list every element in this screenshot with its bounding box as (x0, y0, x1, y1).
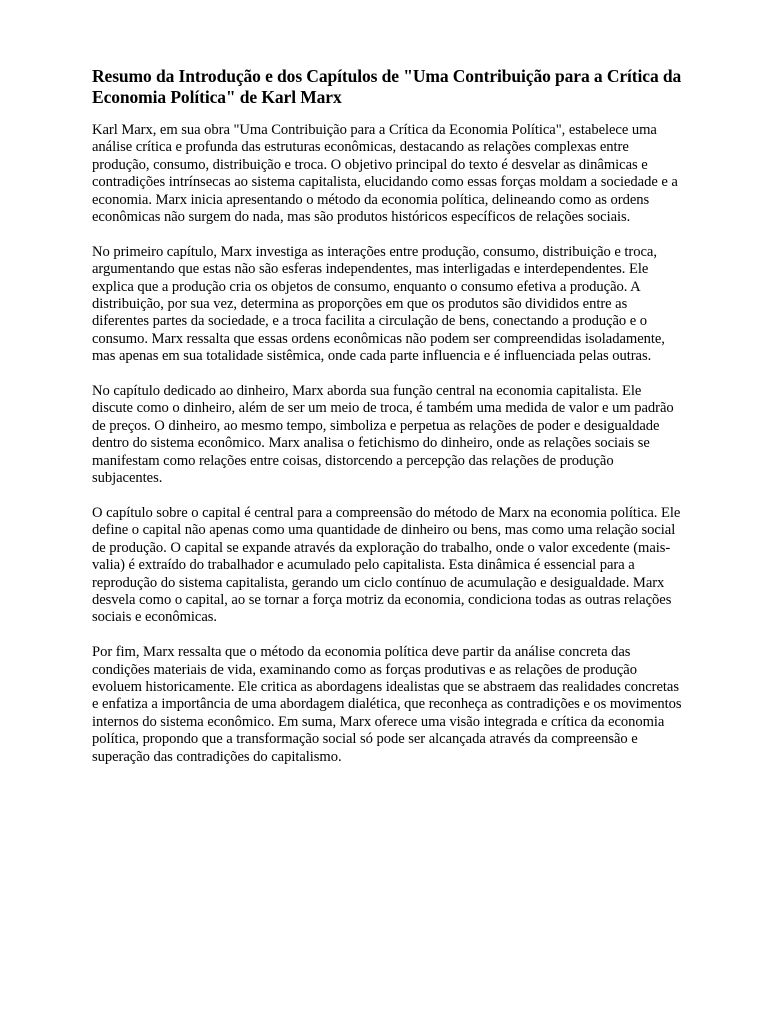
paragraph-capital-chapter: O capítulo sobre o capital é central para a compreensão do método de Marx na economia política. Ele define o capital não apenas como uma quantidade de dinheiro ou bens, mas como uma relação social de produção. O capital se expande através da exploração do trabalho, onde o valor excedente (mais-valia) é extraído do trabalhador e acumulado pelo capitalista. Esta dinâmica é essencial para a reprodução do sistema capitalista, gerando um ciclo contínuo de acumulação e desigualdade. Marx desvela como o capital, ao se tornar a força motriz da economia, condiciona todas as outras relações sociais e econômicas. (92, 504, 681, 626)
paragraph-first-chapter: No primeiro capítulo, Marx investiga as interações entre produção, consumo, distribuição e troca, argumentando que estas não são esferas independentes, mas interligadas e interdependentes. Ele explica que a produção cria os objetos de consumo, enquanto o consumo efetiva a produção. A distribuição, por sua vez, determina as proporções em que os produtos são divididos entre as diferentes partes da sociedade, e a troca facilita a circulação de bens, conectando a produção e o consumo. Marx ressalta que essas ordens econômicas não podem ser compreendidas isoladamente, mas apenas em sua totalidade sistêmica, onde cada parte influencia e é influenciada pelas outras. (92, 243, 665, 365)
paragraph-introduction: Karl Marx, em sua obra "Uma Contribuição para a Crítica da Economia Política", estabelece uma análise crítica e profunda das estruturas econômicas, destacando as relações complexas entre produção, consumo, distribuição e troca. O objetivo principal do texto é desvelar as dinâmicas e contradições intrínsecas ao sistema capitalista, elucidando como essas forças moldam a sociedade e a economia. Marx inicia apresentando o método da economia política, delineando como as ordens econômicas não surgem do nada, mas são produtos históricos específicos de relações sociais. (92, 122, 678, 226)
document-title: Resumo da Introdução e dos Capítulos de "Uma Contribuição para a Crítica da Economia Política" de Karl Marx (92, 66, 682, 107)
document-page (92, 66, 684, 783)
paragraph-money-chapter: No capítulo dedicado ao dinheiro, Marx aborda sua função central na economia capitalista. Ele discute como o dinheiro, além de ser um meio de troca, é também uma medida de valor e um padrão de preços. O dinheiro, ao mesmo tempo, simboliza e perpetua as relações de poder e desigualdade dentro do sistema econômico. Marx analisa o fetichismo do dinheiro, onde as relações sociais se manifestam como relações entre coisas, distorcendo a percepção das relações de produção subjacentes. (92, 383, 674, 487)
paragraph-conclusion: Por fim, Marx ressalta que o método da economia política deve partir da análise concreta das condições materiais de vida, examinando como as forças produtivas e as relações de produção evoluem historicamente. Ele critica as abordagens idealistas que se abstraem das realidades concretas e enfatiza a importância de uma abordagem dialética, que reconheça as contradições e os movimentos internos do sistema econômico. Em suma, Marx oferece uma visão integrada e crítica da economia política, propondo que a transformação social só pode ser alcançada através da compreensão e superação das contradições do capitalismo. (92, 644, 682, 765)
